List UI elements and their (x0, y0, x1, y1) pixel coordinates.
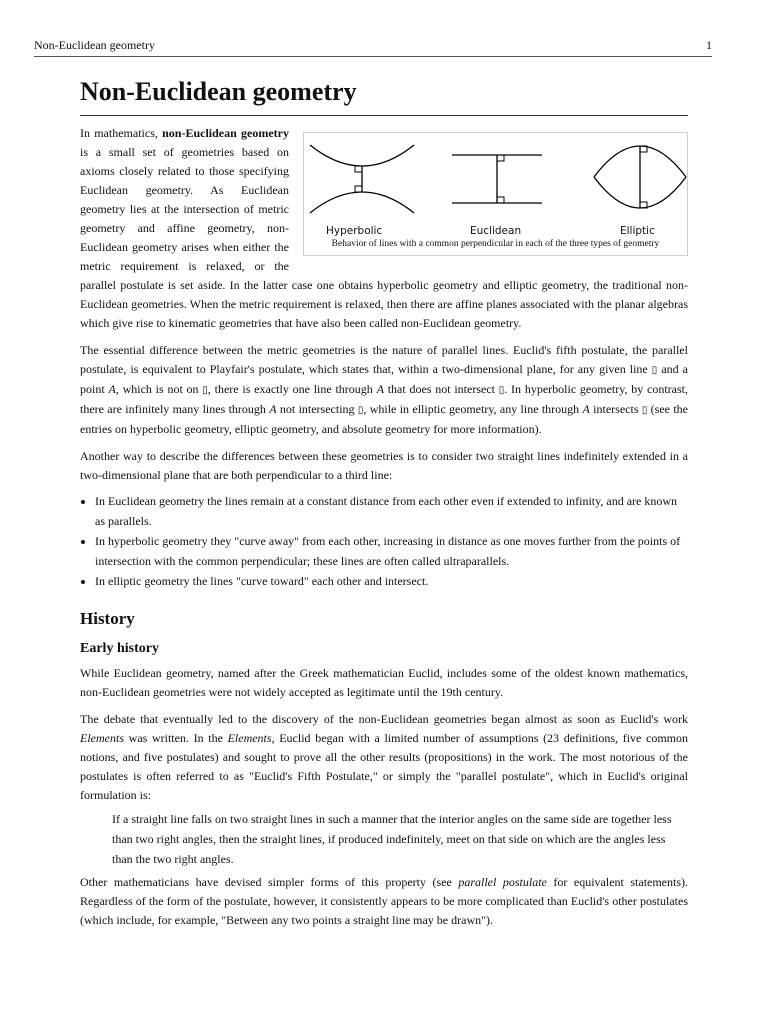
line-symbol: ▯ (498, 384, 505, 396)
list-item: • In elliptic geometry the lines "curve toward" each other and intersect. (95, 571, 688, 591)
text-run: not intersecting (276, 401, 358, 416)
text-run: . In hyperbolic geometry, by contrast, there are infinitely many lines through (80, 381, 688, 416)
text-run: The debate that eventually led to the discovery of the non-Euclidean geometries began almost as soon as Euclid's work (80, 711, 688, 726)
parallel-paragraph (80, 341, 688, 439)
text-run: , while in elliptic geometry, any line through (363, 401, 583, 416)
header-rule (34, 56, 712, 57)
figure-caption: Behavior of lines with a common perpendicular in each of the three types of geometry (331, 238, 660, 249)
line-symbol: ▯ (357, 404, 364, 416)
simpler-forms-paragraph (80, 873, 688, 930)
elliptic-diagram (594, 146, 686, 208)
text-run: that does not intersect (383, 381, 499, 396)
point-variable: A (376, 381, 384, 396)
differences-paragraph: Another way to describe the differences between these geometries is to consider two straight lines indefinitely extended in a two-dimensional plane that are both perpendicular to a third line: (80, 448, 688, 482)
parallel-postulate-link[interactable]: parallel postulate (458, 874, 547, 889)
work-title: Elements (227, 730, 272, 745)
label-euclidean: Euclidean (470, 224, 522, 237)
early-history-paragraph: While Euclidean geometry, named after the Greek mathematician Euclid, includes some of the oldest known mathematics, non-Euclidean geometries were not widely accepted as legitimate until the 19th century. (80, 665, 688, 699)
line-symbol: ▯ (651, 364, 658, 376)
page-number: 1 (706, 38, 712, 52)
subsection-heading-early-history: Early history (80, 640, 159, 656)
text-run: , Euclid began with a limited number of assumptions (23 definitions, five common notions, and five postulates) and sought to prove all the other results (propositions) in the work. The most notorious of the postulates is often referred to as "Euclid's Fifth Postulate," or simply the "parallel postulate", which in Euclid's original formulation is: (80, 730, 688, 802)
point-variable: A (269, 401, 277, 416)
article-title: Non-Euclidean geometry (80, 76, 688, 116)
line-symbol: ▯ (202, 384, 208, 396)
text-run: , there is exactly one line through (207, 381, 377, 396)
point-variable: A (582, 401, 590, 416)
text-run: is a small set of geometries based on axioms closely related to those specifying Euclidean geometry. As Euclidean geometry lies at the intersection of metric geometry and affine geometry, non-Euclidean geometry arises when either the metric requirement is relaxed, or the parallel postulate is set aside. In the latter case one obtains hyperbolic geometry and elliptic geometry, the traditional non-Euclidean geometries. When the metric requirement is relaxed, then there are affine planes associated with the planar algebras which give rise to kinematic geometries that have also been called non-Euclidean geometry. (80, 144, 688, 330)
label-hyperbolic: Hyperbolic (326, 224, 383, 237)
text-run: In mathematics, (80, 125, 163, 140)
article-body (80, 76, 688, 930)
text-run: intersects (589, 401, 642, 416)
list-item: • In hyperbolic geometry they "curve away" from each other, increasing in distance as one moves further from the points of intersection with the common perpendicular; these lines are often called ultraparallels. (95, 531, 688, 571)
geometry-figure (303, 132, 688, 256)
text-run: (see the entries on hyperbolic geometry, elliptic geometry, and absolute geometry for more information). (80, 401, 688, 436)
debate-paragraph (80, 710, 688, 805)
geometry-list (80, 491, 688, 591)
point-variable: A (108, 381, 116, 396)
text-run: Other mathematicians have devised simpler forms of this property (see (80, 874, 459, 889)
text-run: and a point (80, 361, 688, 396)
postulate-quote: If a straight line falls on two straight lines in such a manner that the interior angles on the same side are together less than two right angles, then the straight lines, if produced indefinitely, meet on that side on which are the angles less than the two right angles. (112, 811, 672, 866)
list-item: • In Euclidean geometry the lines remain at a constant distance from each other even if extended to infinity, and are known as parallels. (95, 491, 688, 531)
line-symbol: ▯ (641, 404, 648, 416)
section-heading-history: History (80, 608, 135, 628)
hyperbolic-diagram (310, 145, 414, 213)
work-title: Elements (80, 730, 124, 745)
text-run: was written. In the (124, 730, 228, 745)
text-run: The essential difference between the metric geometries is the nature of parallel lines. Euclid's fifth postulate, the parallel postulate, is equivalent to Playfair's postulate, which states that, within a two-dimensional plane, for any given line (80, 342, 688, 376)
text-run: for equivalent statements). Regardless of the form of the postulate, however, it consistently appears to be more complicated than Euclid's other postulates (which include, for example, "Between any two points a straight line may be drawn"). (80, 874, 689, 927)
euclidean-diagram (452, 155, 542, 203)
label-elliptic: Elliptic (620, 224, 655, 237)
text-run: , which is not on (115, 381, 203, 396)
running-header-title: Non-Euclidean geometry (34, 38, 155, 52)
term-bold: non-Euclidean geometry (162, 125, 289, 140)
